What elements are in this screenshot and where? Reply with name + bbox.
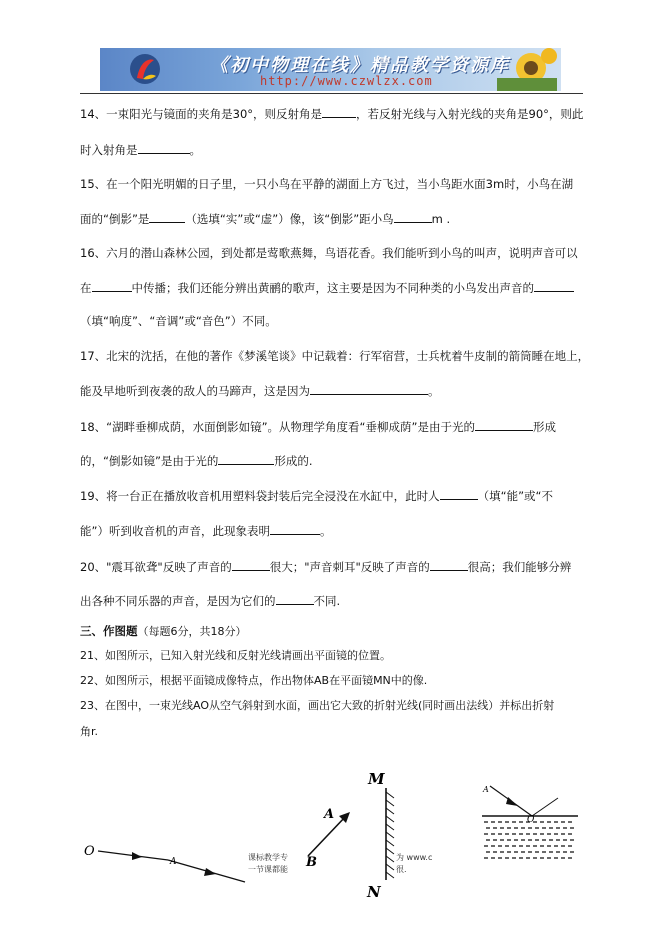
logo-icon bbox=[128, 52, 162, 86]
q18-text-d: 形成的. bbox=[274, 454, 313, 468]
q23-line1: 23、在图中，一束光线AO从空气斜射到水面，画出它大致的折射光线(同时画出法线）并标出折射 bbox=[80, 699, 555, 712]
q19-text-c: 能”）听到收音机的声音，此现象表明 bbox=[80, 524, 270, 538]
fig2-label-m: M bbox=[368, 770, 385, 788]
q20-blank-1[interactable] bbox=[232, 558, 270, 571]
q16-line3: （填“响度”、“音调”或“音色”）不同。 bbox=[80, 314, 277, 328]
q19-text-d: 。 bbox=[319, 524, 332, 538]
q20-text-b: 很大；"声音刺耳"反映了声音的 bbox=[269, 560, 430, 574]
fig2-watermark-1: 课标教学专 bbox=[248, 853, 288, 862]
q14-text-a: 14、一束阳光与镜面的夹角是30°，则反射角是 bbox=[80, 107, 323, 121]
figure-23 bbox=[482, 785, 578, 858]
q19-blank-1[interactable] bbox=[440, 487, 478, 500]
q17-line1: 17、北宋的沈括，在他的著作《梦溪笔谈》中记载着：行军宿营，士兵枕着牛皮制的箭筒睡在地上， bbox=[80, 349, 590, 363]
q18-blank-1[interactable] bbox=[475, 418, 533, 431]
mirror-hatching bbox=[386, 792, 394, 878]
fig2-label-n: N bbox=[367, 883, 381, 901]
q16-blank-2[interactable] bbox=[534, 279, 574, 292]
q20-text-c: 很高；我们能够分辨 bbox=[467, 560, 572, 574]
q19-blank-2[interactable] bbox=[270, 522, 320, 535]
q22-line: 22、如图所示，根据平面镜成像特点，作出物体AB在平面镜MN中的像. bbox=[80, 674, 428, 687]
figure-21 bbox=[84, 844, 245, 882]
q14-line1 bbox=[80, 105, 583, 122]
q19-line1 bbox=[80, 487, 553, 504]
object-ab bbox=[308, 816, 346, 856]
q14-line2 bbox=[80, 141, 201, 158]
q20-line1 bbox=[80, 558, 571, 575]
fig1-label-o: O bbox=[84, 844, 95, 859]
banner-title: 《初中物理在线》精品教学资源库 bbox=[210, 55, 510, 76]
section3-note: （每题6分，共18分） bbox=[137, 625, 247, 638]
q17-text-b: 。 bbox=[428, 384, 440, 398]
fig3-label-o: O bbox=[527, 815, 535, 825]
q18-line1 bbox=[80, 418, 556, 435]
q14-blank-1[interactable] bbox=[322, 105, 356, 118]
q14-blank-2[interactable] bbox=[138, 141, 190, 154]
fig2-label-a: A bbox=[324, 807, 335, 822]
q23-line2: 角r. bbox=[80, 725, 99, 738]
q19-text-b: （填“能”或“不 bbox=[477, 489, 554, 503]
q15-text-a: 面的“倒影”是 bbox=[80, 212, 150, 226]
q14-text-c: 时入射角是 bbox=[80, 143, 138, 157]
figures-area bbox=[80, 760, 580, 936]
fig2-label-b: B bbox=[306, 855, 317, 870]
q20-blank-2[interactable] bbox=[430, 558, 468, 571]
q16-text-a: 在 bbox=[80, 281, 92, 295]
q19-line2 bbox=[80, 522, 331, 539]
q16-text-b: 中传播；我们还能分辨出黄鹂的歌声，这主要是因为不同种类的小鸟发出声音的 bbox=[131, 281, 534, 295]
q15-text-b: （选填“实”或“虚”）像，该“倒影”距小鸟 bbox=[185, 212, 394, 226]
q21-line: 21、如图所示，已知入射光线和反射光线请画出平面镜的位置。 bbox=[80, 649, 391, 662]
header-divider bbox=[80, 93, 583, 94]
q15-line1: 15、在一个阳光明媚的日子里，一只小鸟在平静的湖面上方飞过，当小鸟距水面3m时，小鸟在湖 bbox=[80, 177, 574, 191]
q17-line2 bbox=[80, 382, 440, 399]
water-dashes bbox=[484, 822, 574, 858]
q20-text-a: 20、"震耳欲聋"反映了声音的 bbox=[80, 560, 232, 574]
q16-line2 bbox=[80, 279, 574, 296]
section3-heading bbox=[80, 623, 247, 640]
q19-text-a: 19、将一台正在播放收音机用塑料袋封装后完全浸没在水缸中，此时人 bbox=[80, 489, 440, 503]
q17-blank-1[interactable] bbox=[310, 382, 428, 395]
slope-line bbox=[532, 798, 558, 816]
q18-line2 bbox=[80, 452, 313, 469]
q18-blank-2[interactable] bbox=[218, 452, 274, 465]
q16-blank-1[interactable] bbox=[92, 279, 132, 292]
q16-line1: 16、六月的潜山森林公园，到处都是莺歌燕舞，鸟语花香。我们能听到小鸟的叫声，说明声音可以 bbox=[80, 246, 578, 260]
q18-text-c: 的，“倒影如镜”是由于光的 bbox=[80, 454, 219, 468]
q15-text-c: m . bbox=[431, 212, 451, 226]
figure-22 bbox=[248, 770, 432, 901]
fig1-label-a: A bbox=[170, 857, 177, 867]
sunflower-icon bbox=[497, 48, 557, 91]
q18-text-a: 18、“湖畔垂柳成荫，水面倒影如镜”。从物理学角度看“垂柳成荫”是由于光的 bbox=[80, 420, 475, 434]
fig2-watermark-2: 一节课都能 bbox=[248, 865, 288, 874]
q20-text-d: 出各种不同乐器的声音，是因为它们的 bbox=[80, 594, 276, 608]
header-banner bbox=[100, 48, 561, 91]
q14-text-d: 。 bbox=[189, 143, 201, 157]
banner-url[interactable]: http://www.czwlzx.com bbox=[260, 74, 433, 88]
fig3-label-a: A bbox=[483, 785, 489, 794]
fig2-watermark-3: 为 www.c bbox=[396, 853, 433, 862]
section3-title: 三、作图题 bbox=[80, 624, 138, 638]
q15-blank-2[interactable] bbox=[394, 210, 432, 223]
q20-blank-3[interactable] bbox=[276, 592, 314, 605]
q14-text-b: ，若反射光线与入射光线的夹角是90°，则此 bbox=[356, 107, 584, 121]
q20-text-e: 不同. bbox=[313, 594, 341, 608]
q20-line2 bbox=[80, 592, 340, 609]
reflected-arrowhead bbox=[204, 868, 216, 876]
fig2-watermark-4: 很. bbox=[396, 865, 407, 874]
q17-text-a: 能及早地听到夜袭的敌人的马蹄声，这是因为 bbox=[80, 384, 310, 398]
q15-line2 bbox=[80, 210, 450, 227]
q18-text-b: 形成 bbox=[532, 420, 556, 434]
q15-blank-1[interactable] bbox=[149, 210, 185, 223]
ray-ao-arrowhead bbox=[506, 797, 518, 806]
